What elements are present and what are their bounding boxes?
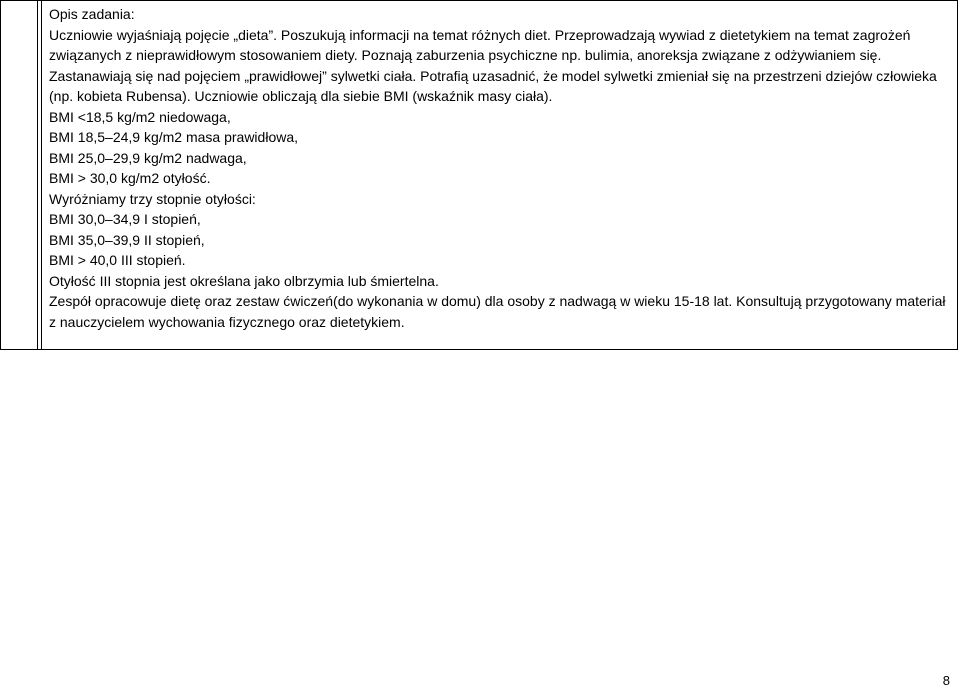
obesity-levels-heading: Wyróżniamy trzy stopnie otyłości: [49, 190, 256, 207]
obesity-level-2: BMI 35,0–39,9 II stopień, [49, 231, 205, 248]
task-heading: Opis zadania: [49, 6, 135, 22]
bmi-range-normal: BMI 18,5–24,9 kg/m2 masa prawidłowa, [49, 129, 299, 145]
obesity-level-1: BMI 30,0–34,9 I stopień, [49, 211, 201, 227]
task-description-cell [49, 4, 954, 332]
column-divider [41, 1, 42, 350]
obesity-note: Otyłość III stopnia jest określana jako olbrzymia lub śmiertelna. [49, 272, 439, 289]
page-number: 8 [942, 673, 950, 688]
bmi-range-overweight: BMI 25,0–29,9 kg/m2 nadwaga, [49, 149, 247, 166]
bmi-range-obesity: BMI > 30,0 kg/m2 otyłość. [49, 170, 211, 186]
team-task-paragraph: Zespół opracowuje dietę oraz zestaw ćwiczeń(do wykonania w domu) dla osoby z nadwagą w wieku 15-18 lat. Konsultują przygotowany materiał z nauczycielem wychowania fizycznego oraz dietetykiem. [49, 293, 946, 330]
bmi-range-underweight: BMI <18,5 kg/m2 niedowaga, [49, 108, 231, 125]
obesity-level-3: BMI > 40,0 III stopień. [49, 252, 186, 268]
column-divider [37, 1, 38, 350]
task-intro-paragraph: Uczniowie wyjaśniają pojęcie „dieta”. Poszukują informacji na temat różnych diet. Przeprowadzają wywiad z dietetykiem na temat zagrożeń związanych z nieprawidłowym stosowaniem diety. Poznają zaburzenia psychiczne np. bulimia, anoreksja związane z odżywianiem się. Zastanawiają się nad pojęciem „prawidłowej” sylwetki ciała. Potrafią uzasadnić, że model sylwetki zmieniał się na przestrzeni dziejów człowieka (np. kobieta Rubensa). Uczniowie obliczają dla siebie BMI (wskaźnik masy ciała). [49, 26, 937, 104]
